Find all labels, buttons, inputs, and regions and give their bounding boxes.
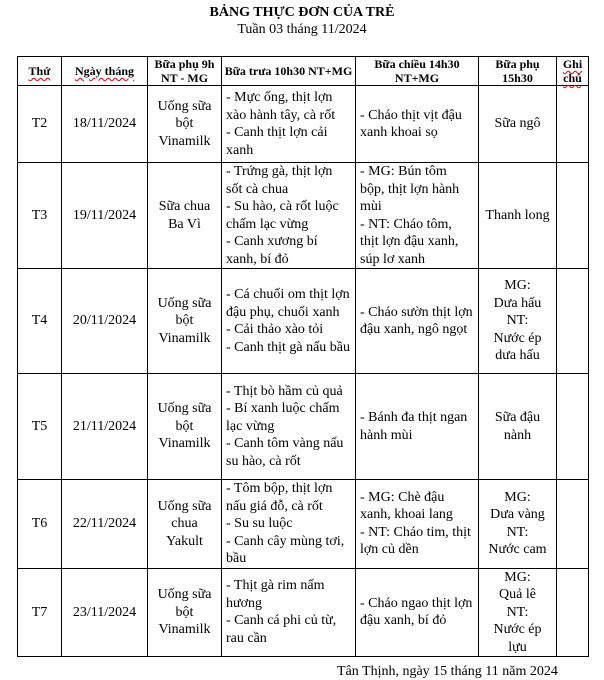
day-cell-text: T6 bbox=[31, 516, 48, 531]
snack-15h30-cell-line: Nước cam bbox=[488, 542, 547, 558]
lunch-cell-line: - Cá chuối om thịt lợn đậu phụ, chuối xanh bbox=[226, 287, 350, 320]
header-day-text: Thứ bbox=[28, 64, 51, 78]
note-cell bbox=[557, 374, 589, 480]
day-cell-text: T2 bbox=[31, 116, 48, 132]
note-cell bbox=[557, 269, 589, 374]
afternoon-cell bbox=[356, 480, 479, 569]
day-cell bbox=[18, 568, 62, 657]
snack-15h30-cell-line: NT: bbox=[506, 524, 529, 540]
snack-9h-cell-text: Uống sữa bột Vinamilk bbox=[157, 401, 212, 452]
note-cell bbox=[557, 86, 589, 163]
snack-15h30-cell-line: Nước ép lựu bbox=[493, 622, 542, 655]
date-cell bbox=[62, 86, 148, 163]
afternoon-cell-line: - NT: Cháo tôm, thịt lợn đậu xanh, súp lơ xanh bbox=[360, 216, 459, 267]
snack-15h30-cell-line: Quả lê bbox=[499, 587, 536, 602]
lunch-cell-line: - Thịt gà rim nấm hương bbox=[226, 578, 325, 611]
snack-15h30-cell-line: Sữa đậu nành bbox=[494, 410, 541, 443]
day-cell-text: T5 bbox=[31, 418, 48, 434]
snack-9h-cell bbox=[148, 374, 222, 480]
header-date-text: Ngày tháng bbox=[74, 64, 134, 78]
snack-15h30-cell-line: Dưa hấu bbox=[493, 295, 542, 311]
signature-date-line: Tân Thịnh, ngày 15 tháng 11 năm 2024 bbox=[337, 664, 558, 679]
lunch-cell bbox=[222, 86, 356, 163]
snack-15h30-cell-line: NT: bbox=[506, 313, 529, 329]
snack-9h-cell-text: Uống sữa bột Vinamilk bbox=[157, 587, 212, 637]
table-header-row bbox=[18, 57, 589, 86]
lunch-cell bbox=[222, 269, 356, 374]
afternoon-cell-line: - MG: Chè đậu xanh, khoai lang bbox=[360, 489, 453, 523]
snack-15h30-cell-line: MG: bbox=[504, 489, 531, 505]
header-afternoon: Bữa chiều 14h30 NT+MG bbox=[356, 57, 479, 86]
lunch-cell-line: - Canh cây mùng tơi, bầu bbox=[226, 533, 345, 566]
day-cell-text: T4 bbox=[31, 313, 48, 329]
snack-15h30-cell-line: Nước ép dưa hấu bbox=[493, 330, 542, 364]
day-cell bbox=[18, 374, 62, 480]
afternoon-cell-line: - MG: Bún tôm bộp, thịt lợn hành mùi bbox=[360, 164, 460, 214]
table-row bbox=[18, 568, 589, 657]
lunch-cell-line: - Mực ống, thịt lợn xào hành tây, cà rốt bbox=[226, 90, 336, 123]
lunch-cell-line: - Cải thảo xào tỏi bbox=[226, 322, 324, 337]
lunch-cell-line: - Trứng gà, thịt lợn sốt cà chua bbox=[226, 164, 333, 197]
table-row bbox=[18, 269, 589, 374]
lunch-cell-line: - Canh xương bí xanh, bí đỏ bbox=[226, 234, 318, 267]
snack-9h-cell bbox=[148, 86, 222, 163]
date-cell-text: 22/11/2024 bbox=[72, 516, 137, 531]
snack-9h-cell bbox=[148, 163, 222, 269]
lunch-cell-line: - Canh tôm vàng nấu su hào, cà rốt bbox=[226, 436, 344, 469]
snack-15h30-cell bbox=[479, 163, 557, 269]
snack-15h30-cell-line: MG: bbox=[504, 569, 531, 585]
day-cell bbox=[18, 163, 62, 269]
date-cell bbox=[62, 374, 148, 480]
snack-15h30-cell-line: Dưa vàng bbox=[490, 507, 545, 523]
snack-15h30-cell bbox=[479, 480, 557, 569]
lunch-cell-line: - Tôm bộp, thịt lợn nấu giá đỗ, cà rốt bbox=[226, 481, 333, 514]
document-title: BẢNG THỰC ĐƠN CỦA TRẺ bbox=[209, 5, 395, 20]
snack-15h30-cell bbox=[479, 374, 557, 480]
lunch-cell bbox=[222, 374, 356, 480]
afternoon-cell bbox=[356, 568, 479, 657]
menu-table bbox=[17, 56, 589, 657]
lunch-cell bbox=[222, 163, 356, 269]
snack-15h30-cell-line: Thanh long bbox=[485, 207, 550, 223]
document-subtitle: Tuần 03 tháng 11/2024 bbox=[237, 22, 367, 37]
afternoon-cell bbox=[356, 163, 479, 269]
table-row bbox=[18, 480, 589, 569]
afternoon-cell-line: - Cháo sườn thịt lợn đậu xanh, ngô ngọt bbox=[360, 304, 473, 337]
snack-9h-cell-text: Uống sữa bột Vinamilk bbox=[157, 98, 212, 149]
day-cell-text: T3 bbox=[31, 207, 48, 223]
day-cell bbox=[18, 269, 62, 374]
lunch-cell-line: - Su hào, cà rốt luộc chấm lạc vừng bbox=[226, 199, 339, 232]
afternoon-cell-line: - Cháo thịt vịt đậu xanh khoai sọ bbox=[360, 107, 462, 140]
note-cell bbox=[557, 163, 589, 269]
snack-9h-cell-text: Uống sữa chua Yakult bbox=[157, 498, 212, 549]
lunch-cell-line: - Canh thịt lợn cải xanh bbox=[226, 125, 328, 158]
note-cell bbox=[557, 568, 589, 657]
afternoon-cell-line: - NT: Cháo tim, thịt lợn củ dền bbox=[360, 524, 471, 558]
lunch-cell-line: - Su su luộc bbox=[226, 516, 293, 531]
afternoon-cell bbox=[356, 269, 479, 374]
date-cell bbox=[62, 568, 148, 657]
lunch-cell bbox=[222, 480, 356, 569]
afternoon-cell bbox=[356, 86, 479, 163]
date-cell-text: 19/11/2024 bbox=[72, 207, 137, 223]
note-cell bbox=[557, 480, 589, 569]
header-note-text: Ghi chú bbox=[562, 57, 583, 85]
date-cell bbox=[62, 163, 148, 269]
table-row bbox=[18, 374, 589, 480]
date-cell-text: 20/11/2024 bbox=[72, 313, 137, 329]
lunch-cell-line: - Bí xanh luộc chấm lạc vừng bbox=[226, 401, 340, 434]
snack-9h-cell-text: Sữa chua Ba Vì bbox=[158, 199, 211, 232]
lunch-cell-line: - Canh cá phi củ từ, rau cần bbox=[226, 613, 337, 646]
date-cell-text: 23/11/2024 bbox=[72, 604, 137, 620]
lunch-cell-line: - Thịt bò hầm củ quả bbox=[226, 383, 343, 399]
date-cell bbox=[62, 480, 148, 569]
table-row bbox=[18, 163, 589, 269]
snack-9h-cell bbox=[148, 480, 222, 569]
day-cell bbox=[18, 480, 62, 569]
date-cell bbox=[62, 269, 148, 374]
date-cell-text: 18/11/2024 bbox=[72, 116, 137, 132]
lunch-cell-line: - Canh thịt gà nấu bầu bbox=[226, 339, 351, 355]
header-snack-9h: Bữa phụ 9h NT - MG bbox=[148, 57, 222, 86]
header-note bbox=[557, 57, 589, 86]
snack-15h30-cell bbox=[479, 86, 557, 163]
snack-15h30-cell-line: NT: bbox=[506, 604, 529, 620]
snack-15h30-cell-line: MG: bbox=[504, 278, 531, 294]
snack-15h30-cell bbox=[479, 269, 557, 374]
snack-9h-cell-text: Uống sữa bột Vinamilk bbox=[157, 295, 212, 346]
table-row bbox=[18, 86, 589, 163]
afternoon-cell-line: - Cháo ngao thịt lợn đậu xanh, bí đỏ bbox=[360, 595, 473, 629]
lunch-cell bbox=[222, 568, 356, 657]
snack-15h30-cell-line: Sữa ngô bbox=[494, 116, 541, 132]
afternoon-cell bbox=[356, 374, 479, 480]
day-cell bbox=[18, 86, 62, 163]
snack-9h-cell bbox=[148, 568, 222, 657]
snack-15h30-cell bbox=[479, 568, 557, 657]
header-lunch: Bữa trưa 10h30 NT+MG bbox=[222, 57, 356, 86]
header-snack-15h30: Bữa phụ 15h30 bbox=[479, 57, 557, 86]
afternoon-cell-line: - Bánh đa thịt ngan hành mùi bbox=[360, 410, 468, 443]
date-cell-text: 21/11/2024 bbox=[72, 418, 137, 434]
header-day bbox=[18, 57, 62, 86]
day-cell-text: T7 bbox=[31, 604, 48, 620]
snack-9h-cell bbox=[148, 269, 222, 374]
header-date bbox=[62, 57, 148, 86]
